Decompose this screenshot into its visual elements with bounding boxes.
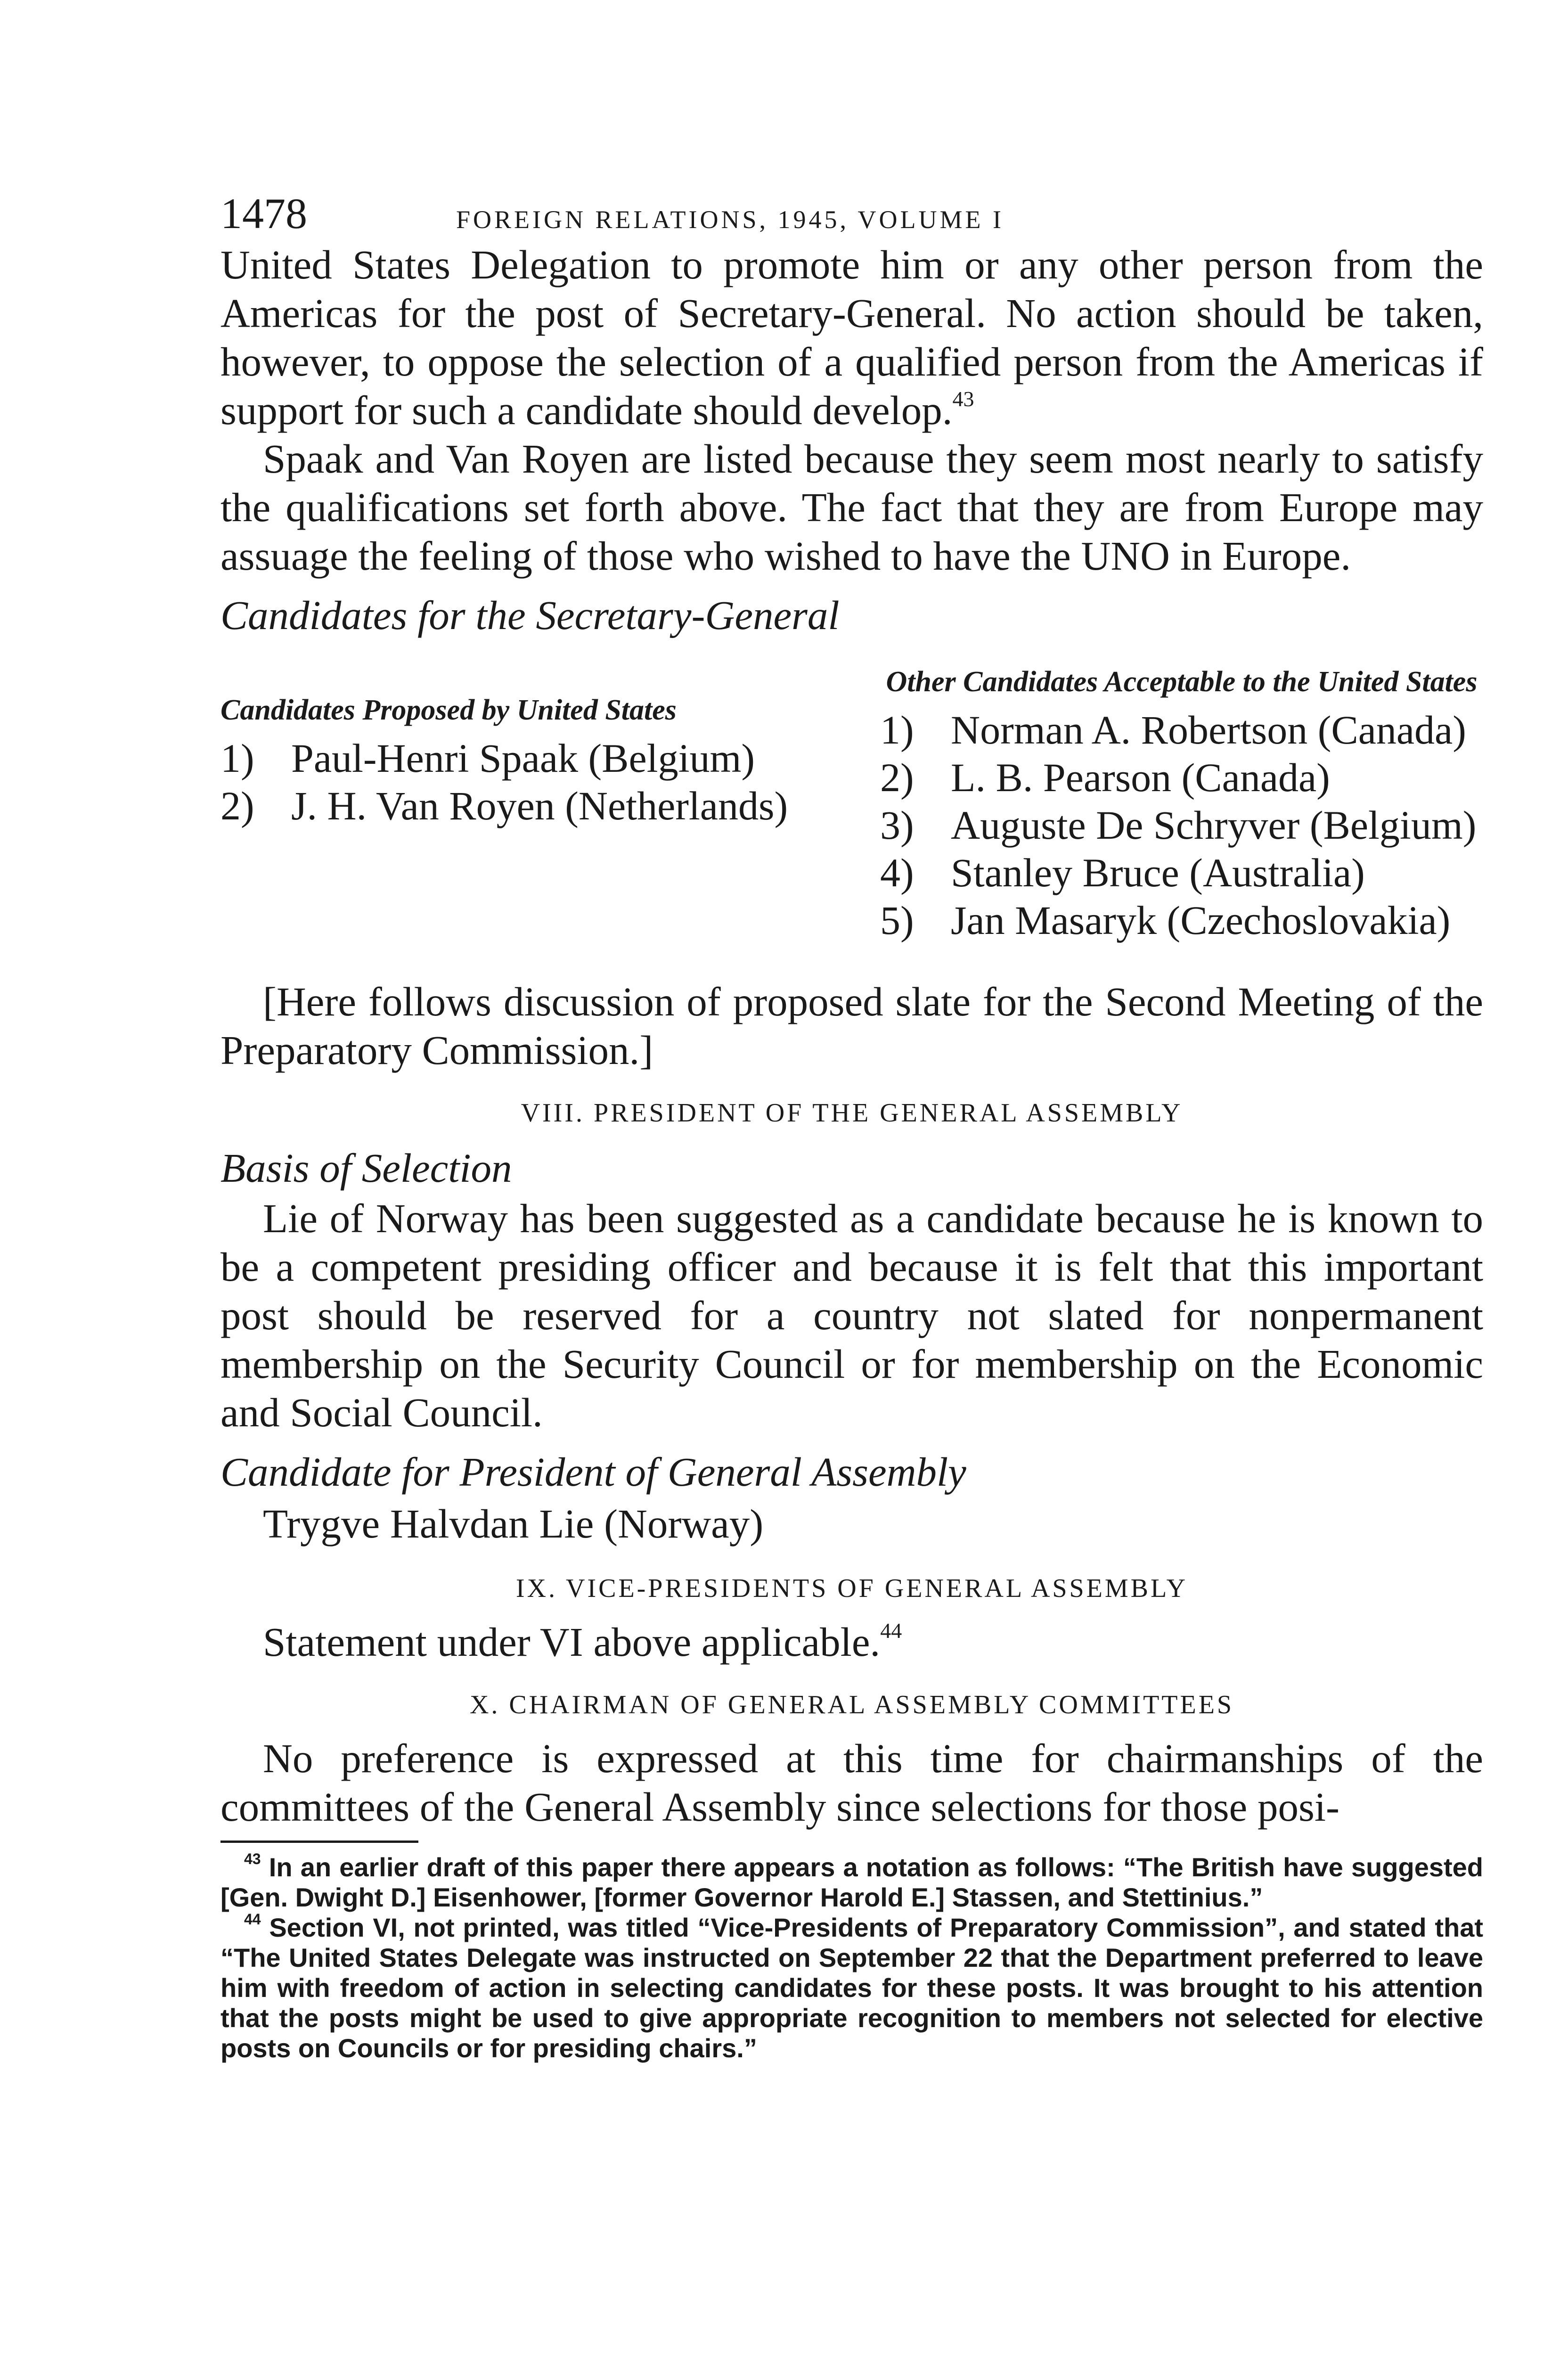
candidate-number: 2) — [880, 755, 914, 800]
candidate-name: Stanley Bruce (Australia) — [951, 850, 1365, 895]
sg-candidates-heading: Candidates for the Secretary-General — [220, 592, 840, 638]
candidate-name: Paul-Henri Spaak (Belgium) — [291, 736, 755, 781]
footnote-43-marker: 43 — [244, 1850, 261, 1867]
paragraph-delegation — [220, 240, 1483, 434]
footnote-44-marker: 44 — [244, 1911, 261, 1928]
candidate-item — [880, 754, 1483, 802]
proposed-candidates-heading: Candidates Proposed by United States — [220, 694, 677, 726]
candidate-item — [880, 849, 1483, 897]
candidate-number: 5) — [880, 898, 914, 943]
paragraph-chairmen: No preference is expressed at this time for chairmanships of the committees of the General Assembly since selections for those posi- — [220, 1735, 1483, 1830]
candidate-number: 1) — [880, 707, 914, 753]
acceptable-candidates-column — [880, 665, 1483, 944]
president-candidate: Trygve Halvdan Lie (Norway) — [263, 1501, 764, 1546]
candidate-name: Auguste De Schryver (Belgium) — [951, 802, 1477, 848]
editorial-note: [Here follows discussion of proposed slate for the Second Meeting of the Preparatory Commission.] — [220, 979, 1483, 1073]
candidate-item — [220, 735, 814, 782]
candidate-item — [880, 897, 1483, 944]
president-candidate-heading: Candidate for President of General Assembly — [220, 1449, 966, 1495]
candidate-number: 2) — [220, 783, 254, 828]
footnote-43-text: In an earlier draft of this paper there appears a notation as follows: “The British have suggested [Gen. Dwight D.] Eisenhower, [former Governor Harold E.] Stassen, and Stettinius.” — [220, 1852, 1484, 1912]
candidate-name: L. B. Pearson (Canada) — [951, 755, 1330, 800]
candidate-number: 3) — [880, 802, 914, 848]
section-9-title: IX. VICE-PRESIDENTS OF GENERAL ASSEMBLY — [515, 1574, 1188, 1603]
candidate-name: Jan Masaryk (Czechoslovakia) — [951, 898, 1451, 943]
basis-of-selection-heading: Basis of Selection — [220, 1145, 512, 1191]
candidate-item — [880, 706, 1483, 754]
candidate-item — [880, 802, 1483, 849]
footnote-divider — [220, 1841, 418, 1843]
candidate-name: Norman A. Robertson (Canada) — [951, 707, 1466, 753]
candidate-name: J. H. Van Royen (Netherlands) — [291, 783, 788, 828]
candidate-item — [220, 782, 814, 830]
paragraph-delegation-text: United States Delegation to promote him or any other person from the Americas for the post of Secretary-General. No action should be taken, however, to oppose the selection of a qualified person from the Americas if support for such a candidate should develop. — [220, 242, 1483, 433]
page-header — [220, 188, 1483, 240]
candidate-number: 4) — [880, 850, 914, 895]
candidate-columns — [220, 665, 1483, 944]
document-page — [220, 188, 1483, 2063]
paragraph-basis-of-selection: Lie of Norway has been suggested as a candidate because he is known to be a competent presiding officer and because it is felt that this important post should be reserved for a country not slated for nonpermanent membership on the Security Council or for membership on the Economic and Social Council. — [220, 1195, 1483, 1435]
page-number: 1478 — [220, 189, 307, 237]
section-8-title: VIII. PRESIDENT OF THE GENERAL ASSEMBLY — [521, 1098, 1183, 1128]
proposed-candidates-column — [220, 665, 814, 944]
footnote-ref-43[interactable]: 43 — [952, 387, 974, 411]
section-10-title: X. CHAIRMAN OF GENERAL ASSEMBLY COMMITTEES — [469, 1690, 1234, 1719]
acceptable-candidates-heading: Other Candidates Acceptable to the United States — [886, 666, 1478, 698]
paragraph-spaak-van-royen: Spaak and Van Royen are listed because they seem most nearly to satisfy the qualifications set forth above. The fact that they are from Europe may assuage the feeling of those who wished to have the UNO in Europe. — [220, 436, 1483, 579]
footnote-43 — [220, 1852, 1483, 1913]
running-head: FOREIGN RELATIONS, 1945, VOLUME I — [456, 205, 1004, 234]
paragraph-vice-presidents — [220, 1618, 1483, 1666]
footnote-44 — [220, 1913, 1483, 2063]
paragraph-vice-presidents-text: Statement under VI above applicable. — [263, 1619, 881, 1665]
footnote-44-text: Section VI, not printed, was titled “Vice-Presidents of Preparatory Commission”, and stated that “The United States Delegate was instructed on September 22 that the Department preferred to leave him with freedom of action in selecting candidates for these posts. It was brought to his attention that the posts might be used to give appropriate recognition to members not selected for elective posts on Councils or for presiding chairs.” — [220, 1913, 1483, 2063]
footnote-ref-44[interactable]: 44 — [880, 1619, 902, 1643]
candidate-number: 1) — [220, 736, 254, 781]
